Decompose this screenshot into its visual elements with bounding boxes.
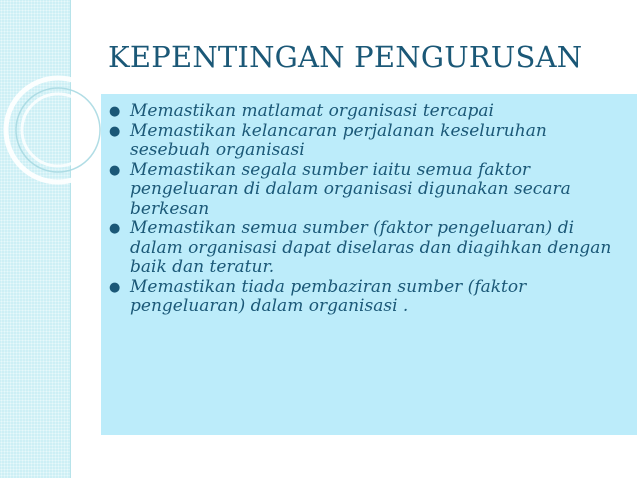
decorative-left-band — [0, 0, 71, 478]
bullet-item — [107, 219, 627, 278]
bullet-text: Memastikan matlamat organisasi tercapai — [130, 101, 494, 121]
bullet-text: Memastikan kelancaran perjalanan keseluruhan sesebuah organisasi — [130, 120, 547, 160]
bullet-item — [107, 102, 627, 122]
bullet-dot-icon: ● — [109, 162, 121, 178]
bullet-item — [107, 122, 627, 161]
bullet-item — [107, 161, 627, 220]
bullet-text: Memastikan segala sumber iaitu semua faktor pengeluaran di dalam organisasi digunakan secara berkesan — [130, 159, 571, 219]
bullet-text: Memastikan tiada pembaziran sumber (faktor pengeluaran) dalam organisasi . — [130, 276, 527, 316]
bullet-dot-icon: ● — [109, 279, 121, 295]
bullet-item — [107, 278, 627, 317]
bullet-list — [107, 102, 627, 317]
bullet-dot-icon: ● — [109, 104, 121, 119]
bullet-dot-icon: ● — [109, 221, 121, 236]
slide-title: KEPENTINGAN PENGURUSAN — [108, 40, 583, 74]
bullet-text: Memastikan semua sumber (faktor pengeluaran) di dalam organisasi dapat diselaras dan diagihkan dengan baik dan teratur. — [130, 218, 612, 277]
bullet-dot-icon: ● — [109, 123, 121, 139]
content-box — [101, 94, 637, 435]
